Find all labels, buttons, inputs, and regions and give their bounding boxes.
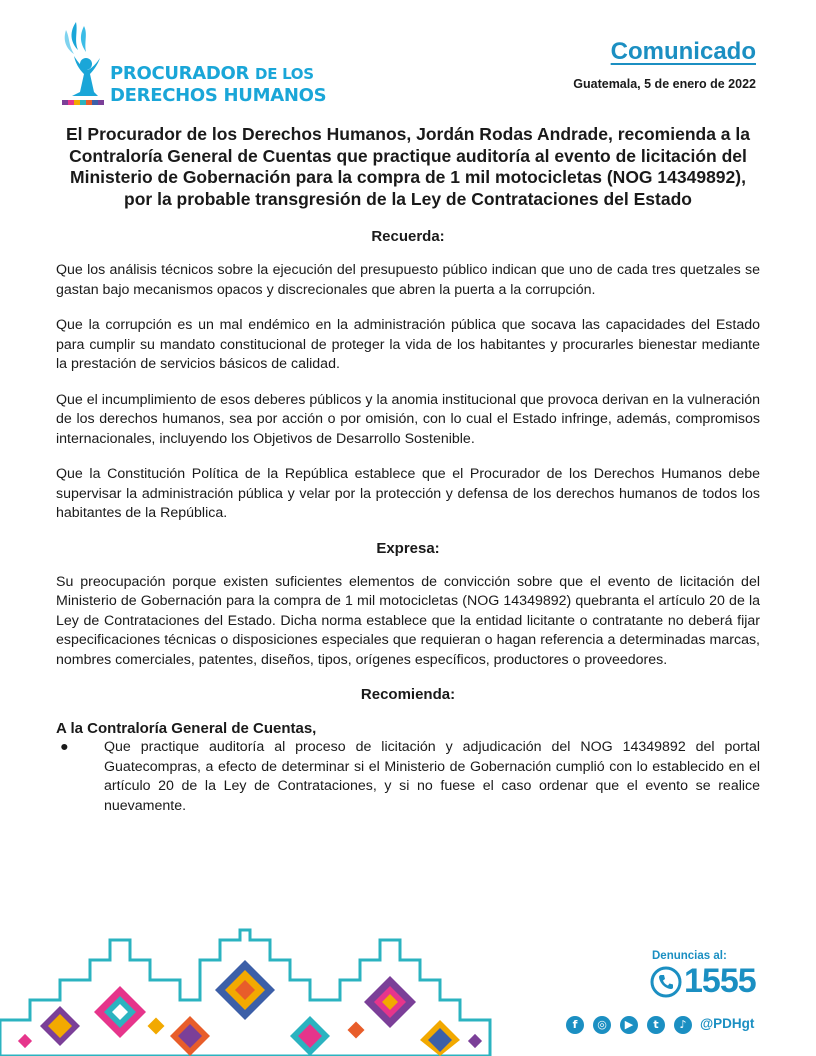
phone-icon <box>650 966 682 998</box>
social-handle[interactable]: @PDHgt <box>700 1016 755 1031</box>
logo-text <box>110 63 326 106</box>
expresa-paragraph: Su preocupación porque existen suficientes elementos de convicción sobre que el evento de licitación del Ministerio de Gobernación para la compra de 1 mil motocicletas (NOG 14349892) quebranta el artículo 20 de la Ley de Contrataciones del Estado. Dicha norma establece que la entidad licitante o contratante no deberá fijar especificaciones técnicas o disposiciones especiales que requieran o hagan referencia a determinadas marcas, nombres comerciales, patentes, diseños, tipos, orígenes específicos, productores o proveedores. <box>56 573 760 668</box>
recommendation-item <box>56 738 760 816</box>
section-title-recuerda: Recuerda: <box>371 228 445 245</box>
recommendation-text: Que practique auditoría al proceso de licitación y adjudicación del NOG 14349892 del portal Guatecompras, a efecto de determinar si el Ministerio de Gobernación cumplió con lo establecido en el artículo 20 de la Ley de Contrataciones, y si no fuese el caso ordenar que el evento se realice nuevamente. <box>104 739 760 814</box>
document-date: Guatemala, 5 de enero de 2022 <box>573 77 756 91</box>
tiktok-icon[interactable]: ♪ <box>674 1016 692 1034</box>
logo-figure-icon <box>58 20 118 112</box>
logo-line-1 <box>110 63 326 85</box>
recommendation-recipient: A la Contraloría General de Cuentas, <box>56 720 317 737</box>
logo-line-1-small: DE LOS <box>255 65 314 83</box>
logo-line-2: DERECHOS HUMANOS <box>110 85 327 106</box>
recuerda-paragraph: Que los análisis técnicos sobre la ejecución del presupuesto público indican que uno de cada tres quetzales se gastan bajo mecanismos opacos y discrecionales que abren la puerta a la corrupción. <box>56 262 760 298</box>
recuerda-paragraph: Que la Constitución Política de la República establece que el Procurador de los Derechos Humanos debe supervisar la administración pública y velar por la protección y defensa de los derechos humanos de todos los habitantes de la República. <box>56 466 760 521</box>
denuncias-label: Denuncias al: <box>652 950 727 962</box>
document-body <box>56 124 760 816</box>
complaints-phone-number[interactable]: 1555 <box>684 962 756 1000</box>
twitter-icon[interactable]: t <box>647 1016 665 1034</box>
pdh-logo <box>58 20 327 112</box>
document-type-title: Comunicado <box>610 38 756 65</box>
recuerda-paragraph: Que la corrupción es un mal endémico en la administración pública que socava las capacidades del Estado para cumplir su mandato constitucional de proteger la vida de los habitantes y procurarles bienestar mediante la prestación de servicios básicos de calidad. <box>56 317 760 372</box>
facebook-icon[interactable]: f <box>566 1016 584 1034</box>
logo-line-1-main: PROCURADOR <box>110 63 250 84</box>
section-title-expresa: Expresa: <box>376 539 440 557</box>
headline: El Procurador de los Derechos Humanos, Jordán Rodas Andrade, recomienda a la Contraloría General de Cuentas que practique auditoría al evento de licitación del Ministerio de Gobernación para la compra de 1 mil motocicletas (NOG 14349892), por la probable transgresión de la Ley de Contrataciones del Estado <box>66 124 750 209</box>
youtube-icon[interactable]: ▶ <box>620 1016 638 1034</box>
section-title-recomienda: Recomienda: <box>360 686 456 703</box>
instagram-icon[interactable]: ◎ <box>593 1016 611 1034</box>
bullet-icon: ● <box>60 739 69 755</box>
page-header <box>0 0 816 120</box>
recuerda-paragraph: Que el incumplimiento de esos deberes públicos y la anomia institucional que provoca derivan en la vulneración de los derechos humanos, sea por acción o por omisión, con lo cual el Estado infringe, además, compromisos internacionales, incluyendo los Objetivos de Desarrollo Sostenible. <box>56 391 760 447</box>
